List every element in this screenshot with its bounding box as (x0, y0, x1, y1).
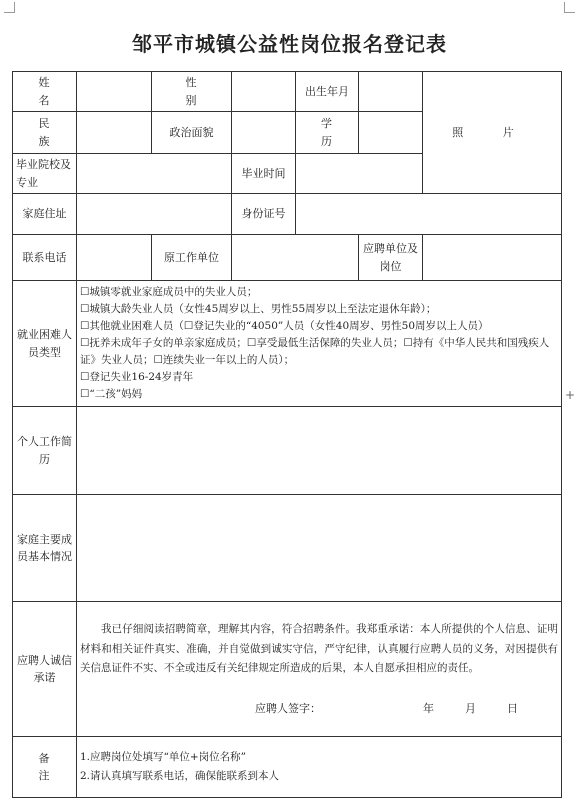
row-difficulty (13, 281, 562, 407)
field-prev-unit[interactable] (232, 235, 359, 281)
field-id-no[interactable] (296, 194, 562, 235)
form-title: 邹平市城镇公益性岗位报名登记表 (132, 32, 447, 56)
option-second-child-mother[interactable]: ☐“二孩”妈妈 (80, 388, 143, 400)
registration-form-table (12, 71, 562, 798)
field-grad-time[interactable] (296, 154, 423, 194)
field-family[interactable] (77, 495, 562, 602)
label-family: 家庭主要成员基本情况 (13, 495, 77, 602)
label-pledge: 应聘人诚信承诺 (13, 602, 77, 737)
row-name (13, 72, 562, 112)
remark-item: 1.应聘岗位处填写“单位+岗位名称” (80, 751, 247, 763)
label-address: 家庭住址 (13, 194, 77, 235)
label-id-no: 身份证号 (232, 194, 296, 235)
field-school[interactable] (77, 154, 232, 194)
label-ethnicity: 民 族 (13, 112, 77, 154)
option-older-unemployed[interactable]: ☐城镇大龄失业人员（女性45周岁以上、男性55周岁以上至法定退休年龄）； (80, 303, 437, 315)
field-ethnicity[interactable] (77, 112, 152, 154)
field-address[interactable] (77, 194, 232, 235)
row-family (13, 495, 562, 602)
option-zero-employment[interactable]: ☐城镇零就业家庭成员中的失业人员； (80, 286, 258, 298)
signature-month: 月 (465, 701, 476, 715)
label-birth: 出生年月 (296, 72, 359, 112)
label-difficulty: 就业困难人员类型 (13, 281, 77, 407)
label-prev-unit: 原工作单位 (152, 235, 232, 281)
field-birth[interactable] (359, 72, 423, 112)
option-single-parent-etc[interactable]: ☐抚养未成年子女的单亲家庭成员；☐享受最低生活保障的失业人员；☐持有《中华人民共和国残疾人证》失业人员；☐连续失业一年以上的人员）； (80, 337, 550, 366)
signature-line (80, 699, 558, 719)
row-address (13, 194, 562, 235)
pledge-cell (77, 602, 562, 737)
label-apply-unit: 应聘单位及岗位 (359, 235, 423, 281)
remark-item: 2.请认真填写联系电话，确保能联系到本人 (80, 770, 280, 782)
signature-day: 日 (507, 701, 518, 715)
difficulty-options (77, 281, 562, 407)
field-apply-unit[interactable] (423, 235, 562, 281)
field-resume[interactable] (77, 407, 562, 495)
row-pledge (13, 602, 562, 737)
label-name: 姓 名 (13, 72, 77, 112)
field-education[interactable] (359, 112, 423, 154)
label-remarks: 备 注 (13, 737, 77, 798)
field-politics[interactable] (232, 112, 296, 154)
signature-year: 年 (423, 701, 434, 715)
row-remarks (13, 737, 562, 798)
label-gender: 性 别 (152, 72, 232, 112)
remarks-cell (77, 737, 562, 798)
field-name[interactable] (77, 72, 152, 112)
label-school: 毕业院校及专业 (13, 154, 77, 194)
crop-mark-top-right (564, 2, 575, 13)
signature-label: 应聘人签字： (255, 701, 321, 715)
field-phone[interactable] (77, 235, 152, 281)
option-youth-16-24[interactable]: ☐登记失业16-24岁青年 (80, 371, 194, 383)
label-resume: 个人工作简历 (13, 407, 77, 495)
label-grad-time: 毕业时间 (232, 154, 296, 194)
label-phone: 联系电话 (13, 235, 77, 281)
field-gender[interactable] (232, 72, 296, 112)
expand-plus-icon[interactable]: + (565, 388, 576, 402)
label-politics: 政治面貌 (152, 112, 232, 154)
crop-mark-top-left (4, 2, 15, 13)
row-phone (13, 235, 562, 281)
photo-box[interactable]: 照 片 (423, 72, 562, 194)
pledge-text: 我已仔细阅读招聘简章，理解其内容，符合招聘条件。我郑重承诺：本人所提供的个人信息、证明材料和相关证件真实、准确，并自觉做到诚实守信，严守纪律，认真履行应聘人员的义务，对因提供有关信息证件不实、不全或违反有关纪律规定所造成的后果，本人自愿承担相应的责任。 (80, 623, 558, 674)
option-other-difficulty[interactable]: ☐其他就业困难人员（☐登记失业的“4050”人员（女性40周岁、男性50周岁以上人员） (80, 320, 489, 332)
row-resume (13, 407, 562, 495)
label-education: 学 历 (296, 112, 359, 154)
